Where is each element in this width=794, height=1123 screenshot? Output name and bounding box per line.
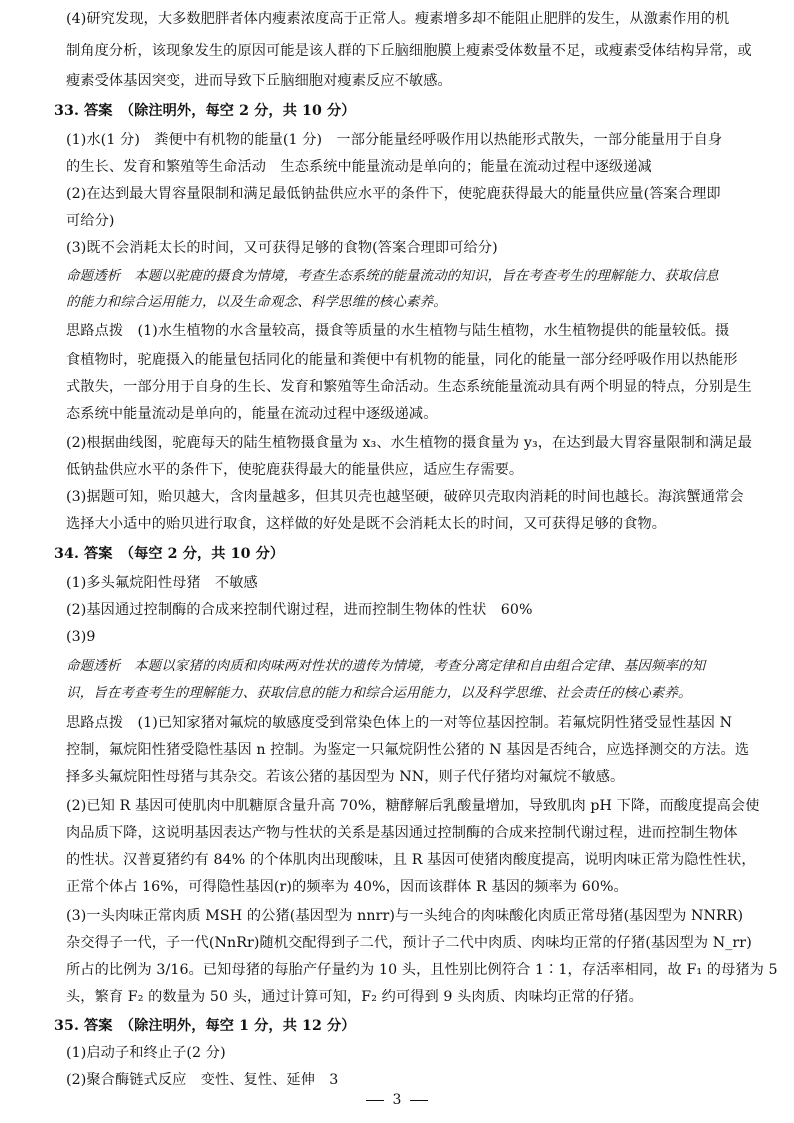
answer-35-heading: 35. 答案 （除注明外，每空 1 分，共 12 分） bbox=[54, 1018, 356, 1034]
answer-34-part2: (2)基因通过控制酶的合成来控制代谢过程，进而控制生物体的性状 60% bbox=[66, 602, 533, 618]
answer-34-hint-line3: 择多头氟烷阳性母猪与其杂交。若该公猪的基因型为 NN，则子代仔猪均对氟烷不敏感。 bbox=[66, 769, 625, 785]
answer-33-hint-line1: 思路点拨 (1)水生植物的水含量较高，摄食等质量的水生植物与陆生植物，水生植物提供的能量较低。摄 bbox=[66, 323, 730, 339]
answer-33-part2-line1: (2)在达到最大胃容量限制和满足最低钠盐供应水平的条件下，使驼鹿获得最大的能量供应量(答案合理即 bbox=[66, 186, 721, 202]
answer-34-hint-part2-line3: 的性状。汉普夏猪约有 84% 的个体肌肉出现酸味，且 R 基因可使猪肉酸度提高，说明肉味正常为隐性性状， bbox=[66, 852, 756, 868]
answer-34-hint-part2-line4: 正常个体占 16%，可得隐性基因(r)的频率为 40%，因而该群体 R 基因的频率为 60%。 bbox=[66, 879, 628, 895]
answer-32-part4-line1: (4)研究发现，大多数肥胖者体内瘦素浓度高于正常人。瘦素增多却不能阻止肥胖的发生，从激素作用的机 bbox=[66, 11, 730, 27]
page-number bbox=[0, 1092, 794, 1108]
answer-32-part4-line2: 制角度分析，该现象发生的原因可能是该人群的下丘脑细胞膜上瘦素受体数量不足，或瘦素受体结构异常，或 bbox=[66, 43, 752, 59]
answer-34-hint-line1: 思路点拨 (1)已知家猪对氟烷的敏感度受到常染色体上的一对等位基因控制。若氟烷阴性猪受显性基因 N bbox=[66, 715, 733, 731]
answer-34-hint-part3-line1: (3)一头肉味正常肉质 MSH 的公猪(基因型为 nnrr)与一头纯合的肉味酸化肉质正常母猪(基因型为 NNRR) bbox=[66, 908, 744, 924]
answer-32-part4-line3: 瘦素受体基因突变，进而导致下丘脑细胞对瘦素反应不敏感。 bbox=[66, 73, 452, 89]
answer-34-part1: (1)多头氟烷阳性母猪 不敏感 bbox=[66, 575, 258, 591]
answer-34-hint-line2: 控制，氟烷阳性猪受隐性基因 n 控制。为鉴定一只氟烷阴性公猪的 N 基因是否纯合，应选择测交的方法。选 bbox=[66, 742, 750, 758]
page-number-right-dash bbox=[410, 1100, 428, 1101]
answer-33-part1-line2: 的生长、发育和繁殖等生命活动 生态系统中能量流动是单向的；能量在流动过程中逐级递减 bbox=[66, 159, 652, 175]
answer-34-hint-part3-line2: 杂交得子一代，子一代(NnRr)随机交配得到子二代，预计子二代中肉质、肉味均正常的仔猪(基因型为 N_rr) bbox=[66, 935, 752, 951]
answer-35-part2: (2)聚合酶链式反应 变性、复性、延伸 3 bbox=[66, 1072, 339, 1088]
answer-34-analysis-line2: 识，旨在考查考生的理解能力、获取信息的能力和综合运用能力，以及科学思维、社会责任的核心素养。 bbox=[66, 685, 692, 701]
answer-33-heading: 33. 答案 （除注明外，每空 2 分，共 10 分） bbox=[54, 103, 356, 119]
answer-34-hint-part3-line4: 头，繁育 F₂ 的数量为 50 头，通过计算可知，F₂ 约可得到 9 头肉质、肉味均正常的仔猪。 bbox=[66, 989, 643, 1005]
answer-34-heading: 34. 答案 （每空 2 分，共 10 分） bbox=[54, 546, 285, 562]
answer-33-hint-line4: 态系统中能量流动是单向的，能量在流动过程中逐级递减。 bbox=[66, 406, 438, 422]
answer-33-hint-part2-line2: 低钠盐供应水平的条件下，使驼鹿获得最大的能量供应，适应生存需要。 bbox=[66, 462, 524, 478]
answer-34-analysis-line1: 命题透析 本题以家猪的肉质和肉味两对性状的遗传为情境，考查分离定律和自由组合定律、基因频率的知 bbox=[66, 658, 706, 674]
answer-33-hint-part3-line1: (3)据题可知，贻贝越大，含肉量越多，但其贝壳也越坚硬，破碎贝壳取肉消耗的时间也越长。海滨蟹通常会 bbox=[66, 489, 744, 505]
page-number-left-dash bbox=[366, 1100, 384, 1101]
answer-34-hint-part2-line2: 肉品质下降，这说明基因表达产物与性状的关系是基因通过控制酶的合成来控制代谢过程，进而控制生物体 bbox=[66, 825, 738, 841]
answer-33-hint-part3-line2: 选择大小适中的贻贝进行取食，这样做的好处是既不会消耗太长的时间，又可获得足够的食物。 bbox=[66, 516, 667, 532]
answer-33-hint-line2: 食植物时，驼鹿摄入的能量包括同化的能量和粪便中有机物的能量，同化的能量一部分经呼吸作用以热能形 bbox=[66, 352, 738, 368]
answer-34-part3: (3)9 bbox=[66, 629, 96, 645]
answer-33-hint-part2-line1: (2)根据曲线图，驼鹿每天的陆生植物摄食量为 x₃、水生植物的摄食量为 y₃，在达到最大胃容量限制和满足最 bbox=[66, 435, 753, 451]
answer-33-hint-line3: 式散失，一部分用于自身的生长、发育和繁殖等生命活动。生态系统能量流动具有两个明显的特点，分别是生 bbox=[66, 379, 752, 395]
answer-33-part3: (3)既不会消耗太长的时间，又可获得足够的食物(答案合理即可给分) bbox=[66, 240, 498, 256]
answer-34-hint-part3-line3: 所占的比例为 3/16。已知母猪的每胎产仔量约为 10 头，且性别比例符合 1∶1，存活率相同，故 F₁ 的母猪为 5 bbox=[66, 962, 778, 978]
answer-35-part1: (1)启动子和终止子(2 分) bbox=[66, 1045, 226, 1061]
answer-34-hint-part2-line1: (2)已知 R 基因可使肌肉中肌糖原含量升高 70%，糖酵解后乳酸量增加，导致肌肉 pH 下降，而酸度提高会使 bbox=[66, 798, 760, 814]
answer-33-analysis-line2: 的能力和综合运用能力，以及生命观念、科学思维的核心素养。 bbox=[66, 294, 447, 310]
page-number-value: 3 bbox=[392, 1092, 402, 1108]
answer-33-analysis-line1: 命题透析 本题以驼鹿的摄食为情境，考查生态系统的能量流动的知识，旨在考查考生的理解能力、获取信息 bbox=[66, 268, 719, 284]
answer-33-part2-line2: 可给分) bbox=[66, 213, 115, 229]
answer-33-part1-line1: (1)水(1 分) 粪便中有机物的能量(1 分) 一部分能量经呼吸作用以热能形式散失，一部分能量用于自身 bbox=[66, 132, 723, 148]
